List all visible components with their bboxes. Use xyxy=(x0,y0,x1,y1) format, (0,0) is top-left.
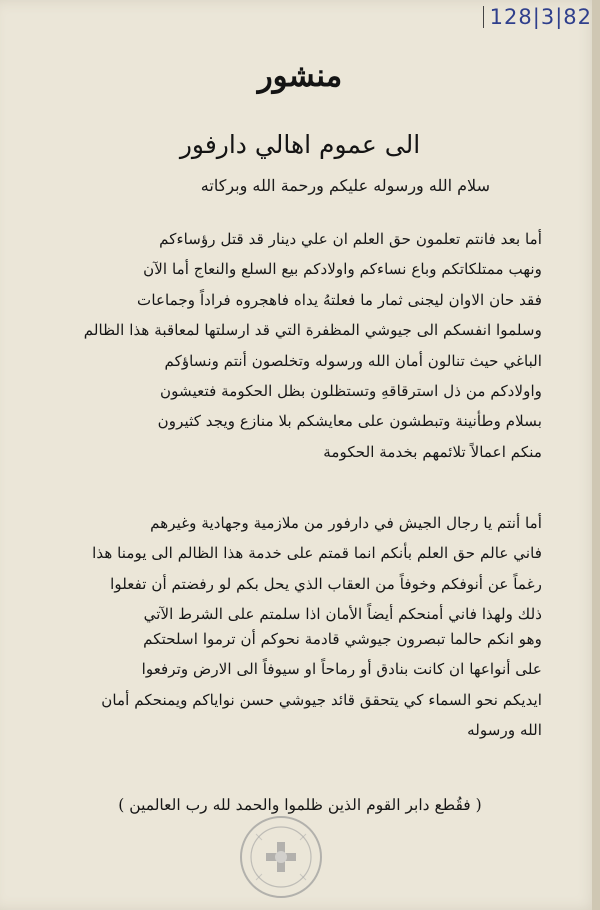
text-line: أما بعد فانتم تعلمون حق العلم ان علي دينار قد قتل رؤساءكم xyxy=(159,230,542,248)
text-line: الله ورسوله xyxy=(467,721,542,740)
document-title: منشور xyxy=(257,58,343,94)
text-line: ذلك ولهذا فاني أمنحكم أيضاً الأمان اذا سلمتم على الشرط الآتي xyxy=(143,605,542,624)
paragraph-2 xyxy=(48,508,542,630)
paragraph-1 xyxy=(48,224,542,467)
text-line: ايديكم نحو السماء كي يتحقق قائد جيوشي حسن نواياكم ويمنحكم أمان xyxy=(101,690,542,709)
document-subtitle: الى عموم اهالي دارفور xyxy=(179,130,421,159)
text-line: على أنواعها ان كانت بنادق أو رماحاً او سيوفاً الى الارض وترفعوا xyxy=(141,660,542,679)
text-line: وسلموا انفسكم الى جيوشي المظفرة التي قد ارسلتها لمعاقبة هذا الظالم xyxy=(83,321,542,340)
closing-verse: ( فقُطع دابر القوم الذين ظلموا والحمد لله رب العالمين ) xyxy=(118,796,482,814)
archive-reference-number: 128|3|82 xyxy=(483,6,592,28)
text-line: ونهب ممتلكاتكم وباع نساءكم واولادكم بيع السلع والنعاج أما الآن xyxy=(143,260,542,279)
text-line: منكم اعمالاً تلائمهم بخدمة الحكومة xyxy=(323,442,542,461)
text-line: بسلام وطأنينة وتبطشون على معايشكم بلا منازع ويجد كثيرون xyxy=(157,412,542,431)
text-line: وهو انكم حالما تبصرون جيوشي قادمة نحوكم أن ترموا اسلحتكم xyxy=(143,630,542,648)
text-line: فقد حان الاوان ليجنى ثمار ما فعلتهُ يداه فاهجروه فراداً وجماعات xyxy=(137,290,542,309)
text-line: واولادكم من ذل استرقاقهِ وتستظلون بظل الحكومة فتعيشون xyxy=(160,382,542,401)
text-line: فاني عالم حق العلم بأنكم انما قمتم على خدمة هذا الظالم الى يومنا هذا xyxy=(92,544,542,563)
text-line: رغماً عن أنوفكم وخوفاً من العقاب الذي يحل بكم لو رفضتم أن تفعلوا xyxy=(110,574,542,593)
paragraph-3 xyxy=(48,624,542,746)
text-line: أما أنتم يا رجال الجيش في دارفور من ملازمية وجهادية وغيرهم xyxy=(150,514,542,532)
archive-stamp-icon xyxy=(238,814,324,900)
greeting-line: سلام الله ورسوله عليكم ورحمة الله وبركاته xyxy=(200,176,490,195)
text-line: الباغي حيث تنالون أمان الله ورسوله وتخلصون أنتم ونساؤكم xyxy=(164,351,542,370)
